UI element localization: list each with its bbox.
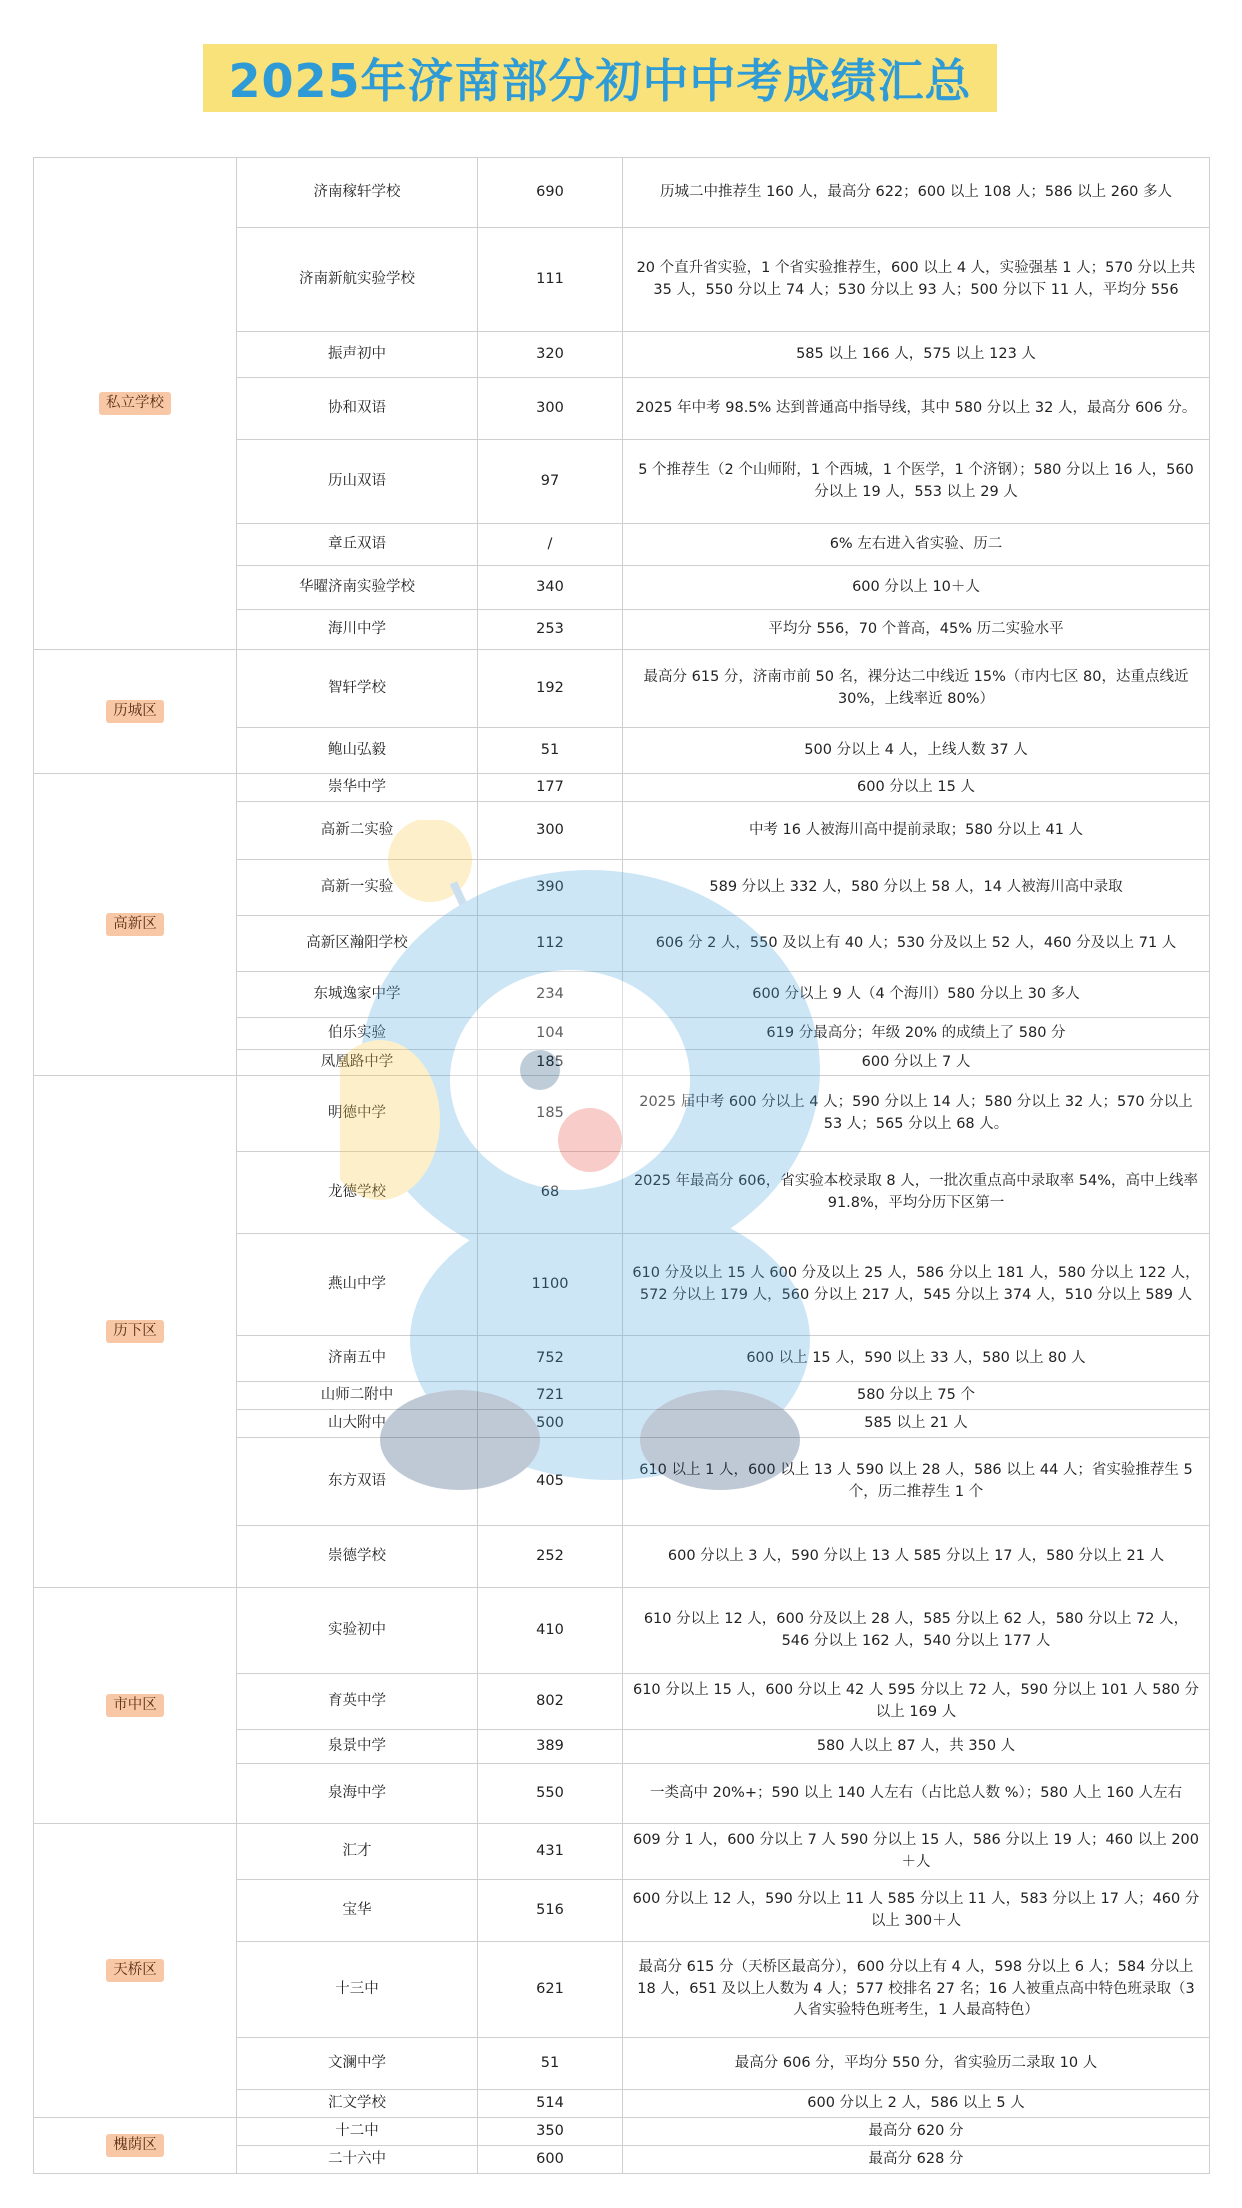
student-count-cell: 185 [478,1076,623,1152]
district-badge: 历城区 [106,700,164,723]
student-count-cell: 621 [478,1942,623,2038]
result-summary-cell: 最高分 606 分，平均分 550 分，省实验历二录取 10 人 [623,2038,1210,2090]
result-summary-cell: 600 分以上 15 人 [623,774,1210,802]
school-name-cell: 济南五中 [237,1336,478,1382]
student-count-cell: 320 [478,332,623,378]
school-name-cell: 十二中 [237,2118,478,2146]
school-name-cell: 东方双语 [237,1438,478,1526]
result-summary-cell: 609 分 1 人，600 分以上 7 人 590 分以上 15 人，586 分以上 19 人；460 以上 200＋人 [623,1824,1210,1880]
student-count-cell: 185 [478,1050,623,1076]
result-summary-cell: 619 分最高分；年级 20% 的成绩上了 580 分 [623,1018,1210,1050]
student-count-cell: 51 [478,2038,623,2090]
district-cell [34,774,237,1076]
school-name-cell: 智轩学校 [237,650,478,728]
student-count-cell: 234 [478,972,623,1018]
district-badge: 槐荫区 [106,2134,164,2157]
district-cell [34,1588,237,1824]
page-title: 2025年济南部分初中中考成绩汇总 [228,54,972,108]
result-summary-cell: 500 分以上 4 人，上线人数 37 人 [623,728,1210,774]
student-count-cell: 252 [478,1526,623,1588]
result-summary-cell: 606 分 2 人，550 及以上有 40 人；530 分及以上 52 人，460 分及以上 71 人 [623,916,1210,972]
school-name-cell: 龙德学校 [237,1152,478,1234]
school-name-cell: 伯乐实验 [237,1018,478,1050]
school-name-cell: 育英中学 [237,1674,478,1730]
student-count-cell: 389 [478,1730,623,1764]
school-name-cell: 山师二附中 [237,1382,478,1410]
district-badge: 高新区 [106,913,164,936]
school-name-cell: 泉海中学 [237,1764,478,1824]
result-summary-cell: 20 个直升省实验，1 个省实验推荐生，600 以上 4 人，实验强基 1 人；570 分以上共 35 人，550 分以上 74 人；530 分以上 93 人；500 分以下 11 人，平均分 556 [623,228,1210,332]
student-count-cell: 390 [478,860,623,916]
result-summary-cell: 600 分以上 10＋人 [623,566,1210,610]
school-name-cell: 宝华 [237,1880,478,1942]
student-count-cell: 177 [478,774,623,802]
result-summary-cell: 600 分以上 2 人，586 以上 5 人 [623,2090,1210,2118]
district-cell [34,158,237,650]
student-count-cell: 500 [478,1410,623,1438]
result-summary-cell: 最高分 620 分 [623,2118,1210,2146]
student-count-cell: 752 [478,1336,623,1382]
school-name-cell: 济南新航实验学校 [237,228,478,332]
school-name-cell: 崇德学校 [237,1526,478,1588]
result-summary-cell: 平均分 556，70 个普高，45% 历二实验水平 [623,610,1210,650]
district-badge: 私立学校 [99,392,171,415]
result-summary-cell: 589 分以上 332 人，580 分以上 58 人，14 人被海川高中录取 [623,860,1210,916]
title-banner [203,44,997,112]
table-row [34,1824,1210,1880]
student-count-cell: 97 [478,440,623,524]
school-name-cell: 振声初中 [237,332,478,378]
school-name-cell: 鲍山弘毅 [237,728,478,774]
school-name-cell: 汇才 [237,1824,478,1880]
result-summary-cell: 2025 年中考 98.5% 达到普通高中指导线，其中 580 分以上 32 人，最高分 606 分。 [623,378,1210,440]
result-summary-cell: 最高分 615 分（天桥区最高分），600 分以上有 4 人，598 分以上 6 人；584 分以上 18 人，651 及以上人数为 4 人；577 校排名 27 名；16 人被重点高中特色班录取（3 人省实验特色班考生，1 人最高特色） [623,1942,1210,2038]
student-count-cell: 690 [478,158,623,228]
school-name-cell: 章丘双语 [237,524,478,566]
school-name-cell: 十三中 [237,1942,478,2038]
student-count-cell: 405 [478,1438,623,1526]
school-name-cell: 高新二实验 [237,802,478,860]
result-summary-cell: 600 分以上 12 人，590 分以上 11 人 585 分以上 11 人，583 分以上 17 人；460 分以上 300＋人 [623,1880,1210,1942]
student-count-cell: 350 [478,2118,623,2146]
school-name-cell: 济南稼轩学校 [237,158,478,228]
school-name-cell: 山大附中 [237,1410,478,1438]
result-summary-cell: 600 分以上 7 人 [623,1050,1210,1076]
school-name-cell: 协和双语 [237,378,478,440]
student-count-cell: 410 [478,1588,623,1674]
district-cell [34,650,237,774]
student-count-cell: 112 [478,916,623,972]
table-row [34,1076,1210,1152]
school-name-cell: 泉景中学 [237,1730,478,1764]
table-row [34,1588,1210,1674]
school-name-cell: 东城逸家中学 [237,972,478,1018]
result-summary-cell: 一类高中 20%+；590 以上 140 人左右（占比总人数 %）；580 人上 160 人左右 [623,1764,1210,1824]
result-summary-cell: 610 分及以上 15 人 600 分及以上 25 人，586 分以上 181 人，580 分以上 122 人，572 分以上 179 人，560 分以上 217 人，545 分以上 374 人，510 分以上 589 人 [623,1234,1210,1336]
district-badge: 天桥区 [106,1959,164,1982]
student-count-cell: 104 [478,1018,623,1050]
student-count-cell: 514 [478,2090,623,2118]
school-name-cell: 实验初中 [237,1588,478,1674]
school-name-cell: 明德中学 [237,1076,478,1152]
school-name-cell: 文澜中学 [237,2038,478,2090]
student-count-cell: 721 [478,1382,623,1410]
student-count-cell: 802 [478,1674,623,1730]
school-name-cell: 凤凰路中学 [237,1050,478,1076]
result-summary-cell: 2025 年最高分 606，省实验本校录取 8 人，一批次重点高中录取率 54%，高中上线率 91.8%，平均分历下区第一 [623,1152,1210,1234]
district-cell [34,1076,237,1588]
result-summary-cell: 585 以上 166 人，575 以上 123 人 [623,332,1210,378]
student-count-cell: 300 [478,802,623,860]
district-badge: 市中区 [106,1694,164,1717]
result-summary-cell: 600 分以上 3 人，590 分以上 13 人 585 分以上 17 人，580 分以上 21 人 [623,1526,1210,1588]
student-count-cell: 550 [478,1764,623,1824]
student-count-cell: 600 [478,2146,623,2174]
school-name-cell: 高新一实验 [237,860,478,916]
district-cell [34,1824,237,2118]
result-summary-cell: 585 以上 21 人 [623,1410,1210,1438]
student-count-cell: 192 [478,650,623,728]
school-name-cell: 历山双语 [237,440,478,524]
school-name-cell: 燕山中学 [237,1234,478,1336]
school-name-cell: 崇华中学 [237,774,478,802]
student-count-cell: 111 [478,228,623,332]
student-count-cell: 68 [478,1152,623,1234]
student-count-cell: 300 [478,378,623,440]
result-summary-cell: 中考 16 人被海川高中提前录取；580 分以上 41 人 [623,802,1210,860]
result-summary-cell: 历城二中推荐生 160 人，最高分 622；600 以上 108 人；586 以上 260 多人 [623,158,1210,228]
result-summary-cell: 600 以上 15 人，590 以上 33 人，580 以上 80 人 [623,1336,1210,1382]
district-badge: 历下区 [106,1320,164,1343]
school-name-cell: 海川中学 [237,610,478,650]
results-body [34,158,1210,2174]
table-row [34,650,1210,728]
result-summary-cell: 5 个推荐生（2 个山师附，1 个西城，1 个医学，1 个济钢）；580 分以上 16 人，560 分以上 19 人，553 以上 29 人 [623,440,1210,524]
student-count-cell: 253 [478,610,623,650]
district-cell [34,2118,237,2174]
result-summary-cell: 610 以上 1 人，600 以上 13 人 590 以上 28 人，586 以上 44 人；省实验推荐生 5 个，历二推荐生 1 个 [623,1438,1210,1526]
school-name-cell: 二十六中 [237,2146,478,2174]
result-summary-cell: 最高分 615 分，济南市前 50 名，裸分达二中线近 15%（市内七区 80，达重点线近 30%，上线率近 80%） [623,650,1210,728]
result-summary-cell: 610 分以上 12 人，600 分及以上 28 人，585 分以上 62 人，580 分以上 72 人，546 分以上 162 人，540 分以上 177 人 [623,1588,1210,1674]
table-row [34,158,1210,228]
result-summary-cell: 610 分以上 15 人，600 分以上 42 人 595 分以上 72 人，590 分以上 101 人 580 分以上 169 人 [623,1674,1210,1730]
student-count-cell: 1100 [478,1234,623,1336]
student-count-cell: 516 [478,1880,623,1942]
student-count-cell: / [478,524,623,566]
result-summary-cell: 580 分以上 75 个 [623,1382,1210,1410]
student-count-cell: 340 [478,566,623,610]
result-summary-cell: 最高分 628 分 [623,2146,1210,2174]
school-name-cell: 高新区瀚阳学校 [237,916,478,972]
result-summary-cell: 600 分以上 9 人（4 个海川）580 分以上 30 多人 [623,972,1210,1018]
result-summary-cell: 580 人以上 87 人，共 350 人 [623,1730,1210,1764]
student-count-cell: 51 [478,728,623,774]
result-summary-cell: 6% 左右进入省实验、历二 [623,524,1210,566]
table-row [34,774,1210,802]
results-table [33,157,1210,2174]
school-name-cell: 华曜济南实验学校 [237,566,478,610]
table-row [34,2118,1210,2146]
school-name-cell: 汇文学校 [237,2090,478,2118]
result-summary-cell: 2025 届中考 600 分以上 4 人；590 分以上 14 人；580 分以上 32 人；570 分以上 53 人；565 分以上 68 人。 [623,1076,1210,1152]
student-count-cell: 431 [478,1824,623,1880]
